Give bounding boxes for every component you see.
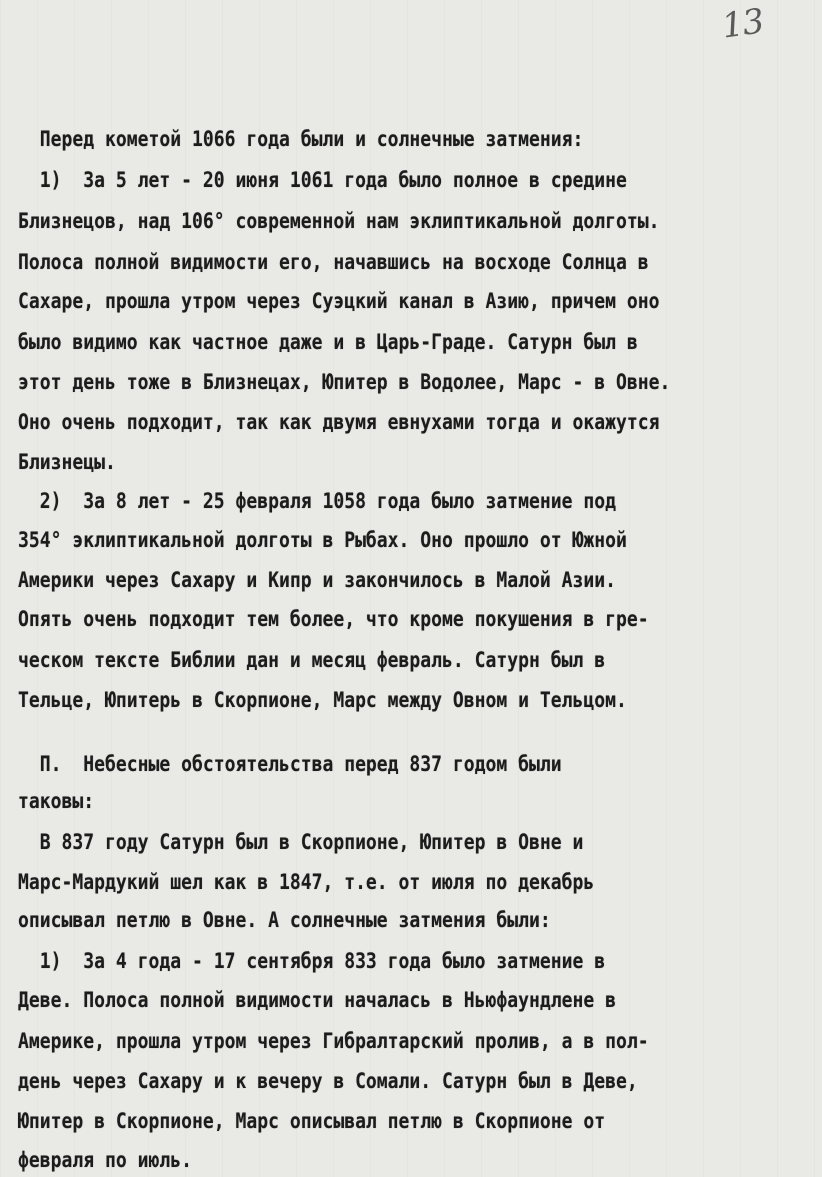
- text-line: Деве. Полоса полной видимости началась в Ньюфаундлене в: [18, 988, 617, 1012]
- text-line: было видимо как частное даже и в Царь-Граде. Сатурн был в: [18, 330, 638, 354]
- page-body: [18, 0, 818, 1172]
- text-line: таковы:: [18, 789, 95, 813]
- text-line: Полоса полной видимости его, начавшись на восходе Солнца в: [18, 250, 649, 274]
- text-line: 354° эклиптикальной долготы в Рыбах. Оно прошло от Южной: [18, 528, 627, 552]
- text-line: Опять очень подходит тем более, что кроме покушения в гре-: [18, 607, 649, 631]
- text-line: П. Небесные обстоятельства перед 837 годом были: [18, 752, 562, 776]
- text-line: Перед кометой 1066 года были и солнечные затмения:: [18, 127, 584, 151]
- text-line: этот день тоже в Близнецах, Юпитер в Водолее, Марс - в Овне.: [18, 370, 671, 394]
- handwritten-page-number: 13: [719, 1, 766, 47]
- text-line: Юпитер в Скорпионе, Марс описывал петлю в Скорпионе от: [18, 1109, 606, 1133]
- text-line: 1) За 4 года - 17 сентября 833 года было затмение в: [18, 949, 606, 973]
- text-line: Близнецы.: [18, 450, 116, 474]
- text-line: Тельце, Юпитерь в Скорпионе, Марс между Овном и Тельцом.: [18, 688, 627, 712]
- text-line: Близнецов, над 106° современной нам эклиптикальной долготы.: [18, 209, 660, 233]
- text-line: описывал петлю в Овне. А солнечные затмения были:: [18, 908, 551, 932]
- text-line: Оно очень подходит, так как двумя евнухами тогда и окажутся: [18, 410, 660, 434]
- text-line: Америки через Сахару и Кипр и закончилось в Малой Азии.: [18, 568, 617, 592]
- text-line: день через Сахару и к вечеру в Сомали. Сатурн был в Деве,: [18, 1069, 638, 1093]
- text-line: 1) За 5 лет - 20 июня 1061 года было полное в средине: [18, 168, 627, 192]
- text-line: В 837 году Сатурн был в Скорпионе, Юпитер в Овне и: [18, 830, 584, 854]
- text-line: Америке, прошла утром через Гибралтарский пролив, а в пол-: [18, 1029, 649, 1053]
- text-line: февраля по июль.: [18, 1148, 192, 1172]
- text-line: Марс-Мардукий шел как в 1847, т.е. от июля по декабрь: [18, 870, 595, 894]
- text-line: 2) За 8 лет - 25 февраля 1058 года было затмение под: [18, 489, 617, 513]
- text-line: Сахаре, прошла утром через Суэцкий канал в Азию, причем оно: [18, 289, 660, 313]
- text-line: ческом тексте Библии дан и месяц февраль. Сатурн был в: [18, 648, 606, 672]
